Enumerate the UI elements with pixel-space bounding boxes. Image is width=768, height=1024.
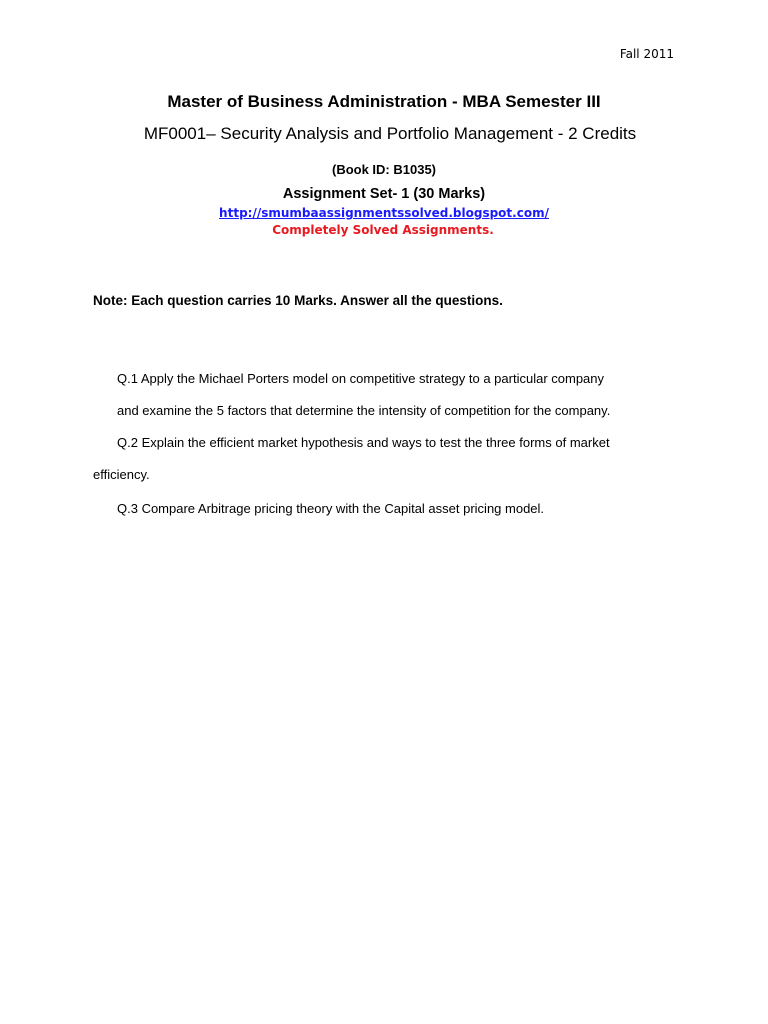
course-dash: – <box>206 124 216 143</box>
course-code: MF0001 <box>143 124 207 143</box>
blog-link[interactable]: http://smumbaassignmentssolved.blogspot.com/ <box>219 206 549 220</box>
course-name: Security Analysis and Portfolio Management - 2 Credits <box>215 124 637 143</box>
assignment-heading: Assignment Set- 1 (30 Marks) <box>282 186 486 202</box>
question-2-line-1: Q.2 Explain the efficient market hypothesis and ways to test the three forms of market <box>117 435 610 450</box>
marks-note: Note: Each question carries 10 Marks. Answer all the questions. <box>93 293 503 308</box>
question-2-line-2: efficiency. <box>93 467 150 482</box>
program-title: Master of Business Administration - MBA Semester III <box>167 92 601 111</box>
semester-label: Fall 2011 <box>619 47 674 61</box>
book-id: (Book ID: B1035) <box>331 162 437 177</box>
solved-note: Completely Solved Assignments. <box>272 223 494 237</box>
question-3-line-1: Q.3 Compare Arbitrage pricing theory with the Capital asset pricing model. <box>117 501 545 516</box>
course-title <box>6 124 768 144</box>
question-1-line-1: Q.1 Apply the Michael Porters model on competitive strategy to a particular company <box>117 371 605 386</box>
question-1-line-2: and examine the 5 factors that determine the intensity of competition for the company. <box>117 403 611 418</box>
